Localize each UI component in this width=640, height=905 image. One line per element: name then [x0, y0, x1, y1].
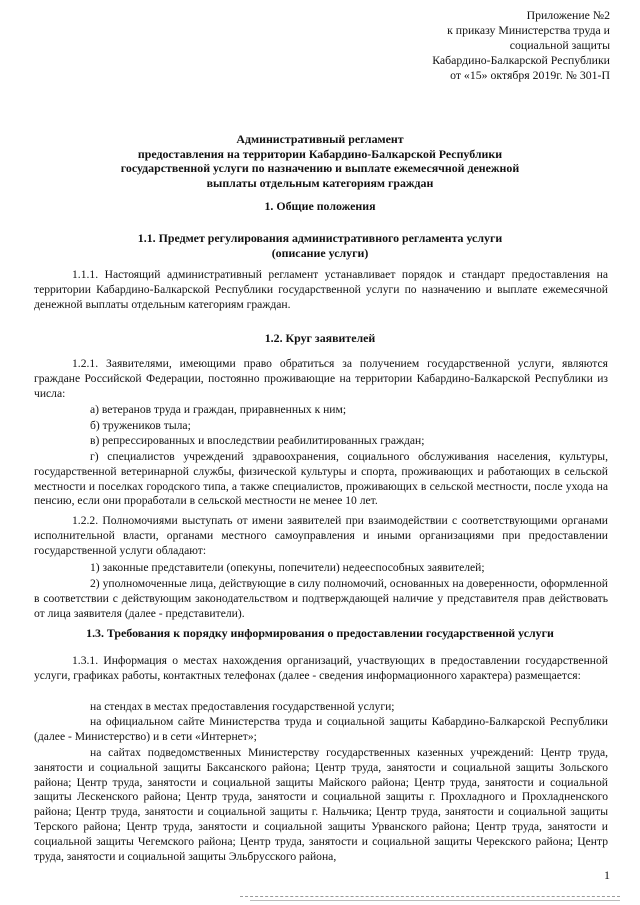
paragraph: 1.2.1. Заявителями, имеющими право обратиться за получением государственной услуги, являются граждане Российской Федерации, постоянно проживающие на территории Кабардино-Балкарской Республики из числа:	[34, 357, 608, 400]
list-item: 2) уполномоченные лица, действующие в силу полномочий, основанных на доверенности, оформленной в соответствии с действующим законодательством и подтверждающей наличие у представителя прав действовать от лица заявителя (далее - представители).	[34, 577, 608, 620]
subsection-heading	[0, 231, 640, 260]
paragraph: 1.1.1. Настоящий административный регламент устанавливает порядок и стандарт предоставления на территории Кабардино-Балкарской Республики государственной услуги по назначению и выплате ежемесячной денежной выплаты отдельным категориям граждан.	[34, 268, 608, 311]
appendix-line: от «15» октября 2019г. № 301-П	[450, 68, 610, 82]
section-heading: 1. Общие положения	[264, 199, 376, 213]
document-title	[0, 132, 640, 190]
heading-line: 1.1. Предмет регулирования административного регламента услуги	[137, 231, 503, 245]
page-number: 1	[604, 868, 610, 882]
list-item: на официальном сайте Министерства труда и социальной защиты Кабардино-Балкарской Республики (далее - Министерство) и в сети «Интернет»;	[34, 715, 608, 743]
list-item: в) репрессированных и впоследствии реабилитированных граждан;	[90, 434, 425, 447]
scan-edge-line	[240, 896, 620, 897]
list-item: а) ветеранов труда и граждан, приравненных к ним;	[90, 403, 347, 416]
appendix-line: к приказу Министерства труда и	[447, 23, 610, 37]
appendix-line: социальной защиты	[509, 38, 610, 52]
appendix-block	[432, 8, 610, 83]
title-line: государственной услуги по назначению и выплате ежемесячной денежной	[120, 161, 520, 176]
list-item: на сайтах подведомственных Министерству государственных казенных учреждений: Центр труда, занятости и социальной защиты Баксанского района; Центр труда, занятости и социальной защиты Зольского района; Центр труда, занятости и социальной защиты Майского района; Центр труда, занятости и социальной защиты Лескенского района; Центр труда, занятости и социальной защиты г. Прохладного и Прохладненского района; Центр труда, занятости и социальной защиты г. Нальчика; Центр труда, занятости и социальной защиты Терского района; Центр труда, занятости и социальной защиты Урванского района; Центр труда, занятости и социальной защиты Чегемского района; Центр труда, занятости и социальной защиты Черекского района; Центр труда, занятости и социальной защиты Эльбрусского района,	[34, 746, 608, 863]
subsection-heading: 1.2. Круг заявителей	[264, 331, 376, 345]
scan-edge-line	[250, 900, 620, 901]
paragraph: 1.3.1. Информация о местах нахождения организаций, участвующих в предоставлении государственной услуги, графиках работы, контактных телефонах (далее - сведения информационного характера) размещается:	[34, 654, 608, 682]
appendix-line: Приложение №2	[526, 8, 610, 22]
paragraph: 1.2.2. Полномочиями выступать от имени заявителей при взаимодействии с соответствующими органами исполнительной власти, органами местного самоуправления и иными организациями при предоставлении государственной услуги обладают:	[34, 514, 608, 557]
subsection-heading: 1.3. Требования к порядку информирования о предоставлении государственной услуги	[86, 626, 554, 640]
title-line: выплаты отдельным категориям граждан	[206, 175, 434, 190]
list-item: г) специалистов учреждений здравоохранения, социального обслуживания населения, культуры, государственной ветеринарной службы, физической культуры и спорта, проживающих и работающих в сельской местности и поселках городского типа, а также специалистов, проживающих в сельской местности, после ухода на пенсию, если они проработали в сельской местности не менее 10 лет.	[34, 450, 608, 508]
list-item: 1) законные представители (опекуны, попечители) недееспособных заявителей;	[90, 561, 485, 574]
heading-line: (описание услуги)	[271, 245, 369, 260]
list-item: б) тружеников тыла;	[90, 419, 191, 432]
title-line: предоставления на территории Кабардино-Балкарской Республики	[137, 146, 503, 161]
appendix-line: Кабардино-Балкарской Республики	[432, 53, 610, 67]
title-line: Административный регламент	[236, 132, 404, 146]
list-item: на стендах в местах предоставления государственной услуги;	[90, 700, 395, 713]
